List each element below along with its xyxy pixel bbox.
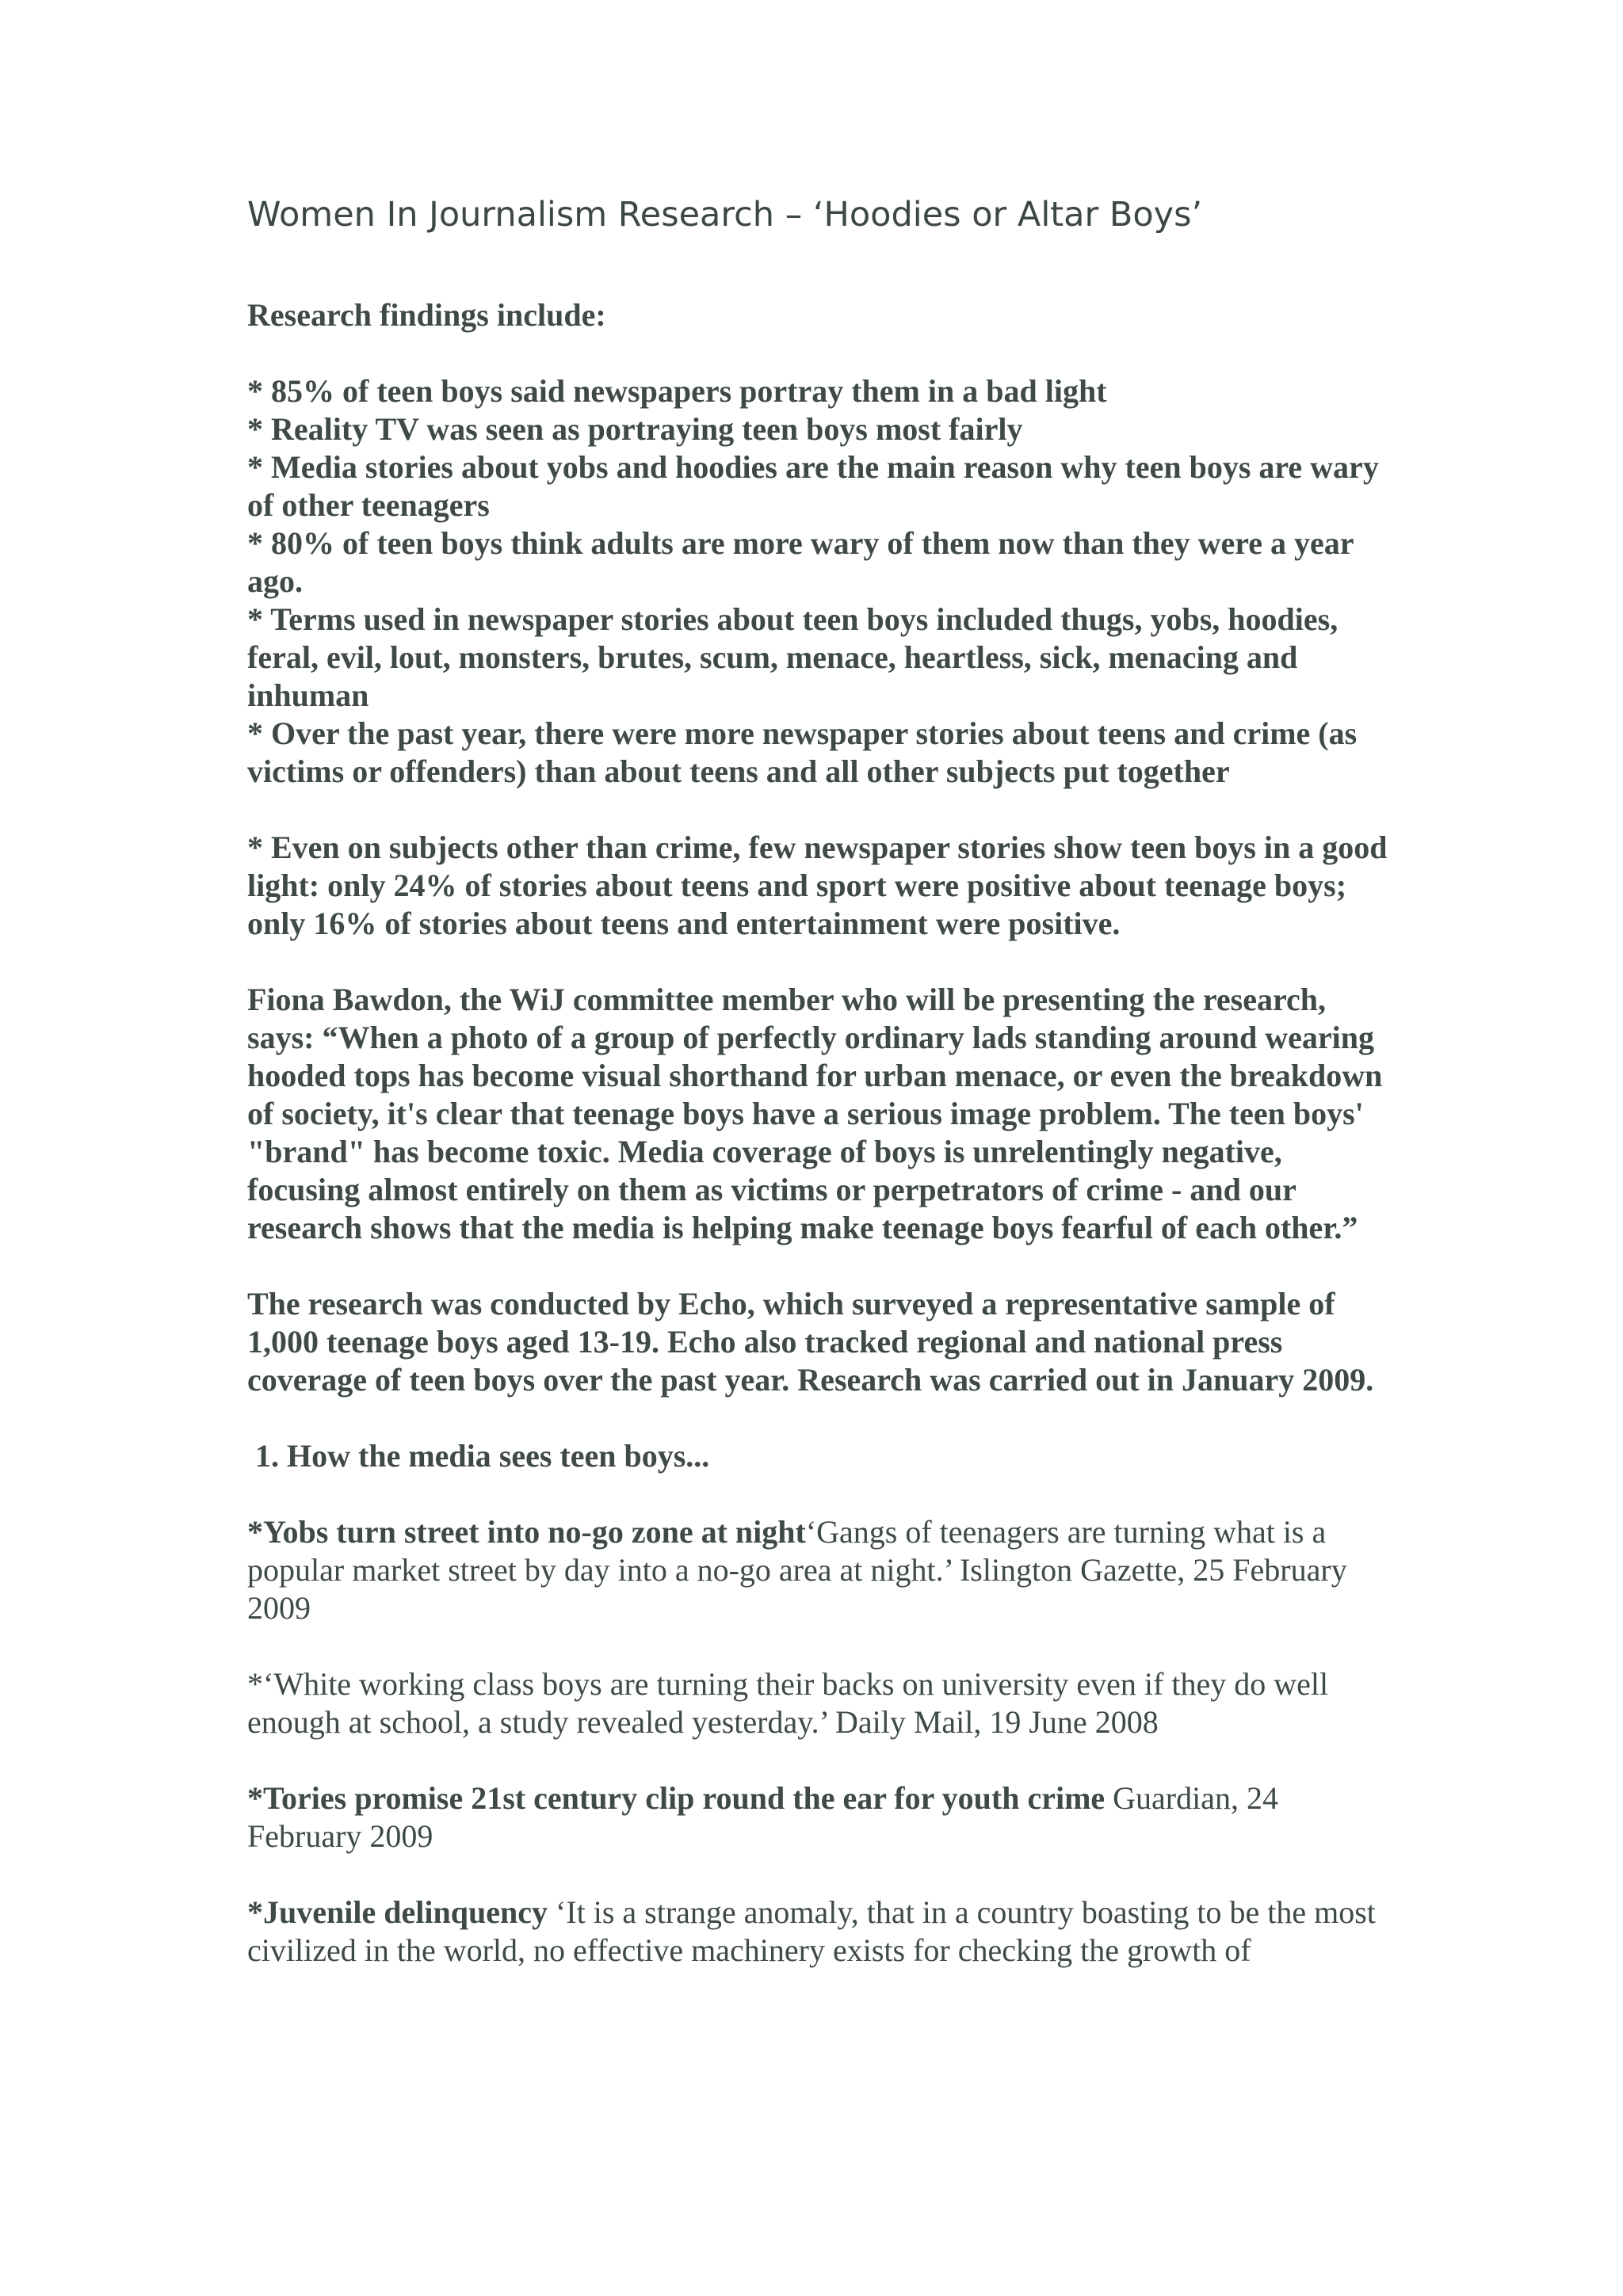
quote-body: Guardian, 24 February 2009 [247, 1780, 1278, 1854]
quote-body: ‘Gangs of teenagers are turning what is a popular market street by day into a no-go area at night.’ Islington Gazette, 25 February 2009 [247, 1514, 1347, 1626]
methodology-paragraph: The research was conducted by Echo, which surveyed a representative sample of 1,000 teenage boys aged 13-19. Echo also tracked regional and national press coverage of teen boys over the past year. Research was carried out in January 2009. [247, 1286, 1374, 1398]
quote-body: ‘It is a strange anomaly, that in a country boasting to be the most civilized in the world, no effective machinery exists for checking the growth of [247, 1894, 1376, 1968]
quote-body: *‘White working class boys are turning their backs on university even if they do well enough at school, a study revealed yesterday.’ Daily Mail, 19 June 2008 [247, 1666, 1329, 1740]
document-page [247, 192, 1396, 1970]
finding-item: * Terms used in newspaper stories about teen boys included thugs, yobs, hoodies, feral, evil, lout, monsters, brutes, scum, menace, heartless, sick, menacing and inhuman [247, 601, 1338, 713]
section-heading: 1. How the media sees teen boys... [255, 1438, 710, 1474]
media-quote [247, 1779, 1396, 1855]
quote-headline: *Yobs turn street into no-go zone at night [247, 1514, 806, 1550]
finding-item: * Reality TV was seen as portraying teen boys most fairly [247, 411, 1023, 447]
finding-item: * Over the past year, there were more newspaper stories about teens and crime (as victims or offenders) than about teens and all other subjects put together [247, 715, 1358, 789]
findings-section [247, 296, 1396, 1513]
quote-headline: *Juvenile delinquency [247, 1894, 548, 1930]
finding-item: * Media stories about yobs and hoodies are the main reason why teen boys are wary of other teenagers [247, 449, 1379, 523]
media-quote [247, 1513, 1396, 1627]
quote-headline: *Tories promise 21st century clip round the ear for youth crime [247, 1780, 1106, 1816]
media-quote [247, 1665, 1396, 1741]
finding-item: * 80% of teen boys think adults are more wary of them now than they were a year ago. [247, 525, 1354, 599]
bawdon-quote: Fiona Bawdon, the WiJ committee member who will be presenting the research, says: “When a photo of a group of perfectly ordinary lads standing around wearing hooded tops has become visual shorthand for urban menace, or even the breakdown of society, it's clear that teenage boys have a serious image problem. The teen boys' "brand" has become toxic. Media coverage of boys is unrelentingly negative, focusing almost entirely on them as victims or perpetrators of crime - and our research shows that the media is helping make teenage boys fearful of each other.” [247, 982, 1383, 1245]
media-quotes [247, 1513, 1396, 1970]
finding-item: * 85% of teen boys said newspapers portray them in a bad light [247, 373, 1107, 409]
findings-heading: Research findings include: [247, 297, 606, 333]
finding-extra: * Even on subjects other than crime, few newspaper stories show teen boys in a good light: only 24% of stories about teens and sport were positive about teenage boys; only 16% of stories about teens and entertainment were positive. [247, 830, 1388, 941]
document-title: Women In Journalism Research – ‘Hoodies or Altar Boys’ [247, 195, 1203, 235]
findings-list [247, 372, 1396, 791]
media-quote [247, 1894, 1396, 1970]
